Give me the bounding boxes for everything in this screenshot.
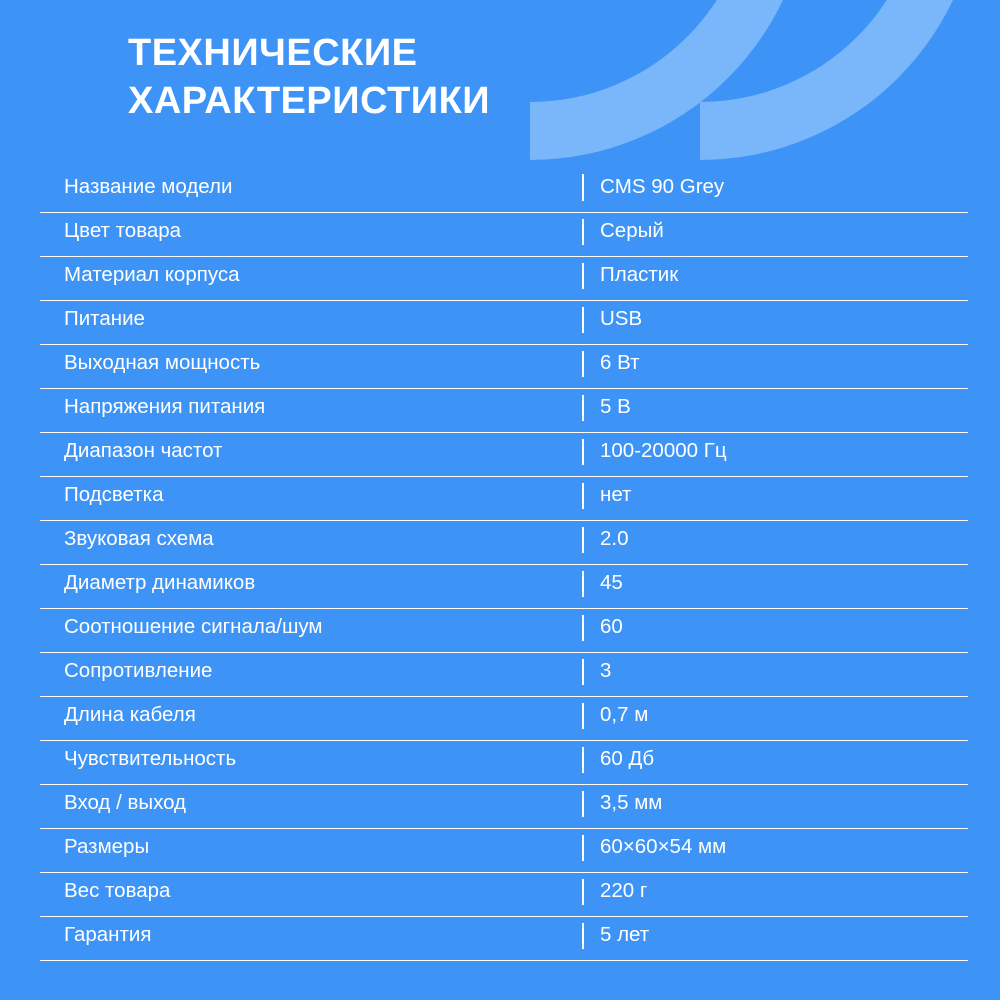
- spec-value: 3,5 мм: [582, 784, 968, 828]
- table-row: [40, 344, 968, 388]
- table-row: [40, 168, 968, 212]
- spec-value: CMS 90 Grey: [582, 168, 968, 212]
- spec-name: Длина кабеля: [40, 696, 582, 740]
- spec-name: Звуковая схема: [40, 520, 582, 564]
- spec-value: Пластик: [582, 256, 968, 300]
- table-row: [40, 696, 968, 740]
- table-row: [40, 872, 968, 916]
- spec-value: 0,7 м: [582, 696, 968, 740]
- spec-name: Диаметр динамиков: [40, 564, 582, 608]
- spec-name: Вес товара: [40, 872, 582, 916]
- table-row: [40, 828, 968, 872]
- spec-value: 100-20000 Гц: [582, 432, 968, 476]
- spec-value: 3: [582, 652, 968, 696]
- spec-name: Подсветка: [40, 476, 582, 520]
- table-row: [40, 608, 968, 652]
- table-row: [40, 652, 968, 696]
- spec-name: Название модели: [40, 168, 582, 212]
- table-row: [40, 432, 968, 476]
- table-row: [40, 212, 968, 256]
- spec-value: 60: [582, 608, 968, 652]
- spec-name: Сопротивление: [40, 652, 582, 696]
- page-title-line-2: ХАРАКТЕРИСТИКИ: [128, 79, 491, 122]
- table-row: [40, 784, 968, 828]
- decorative-arc-right-icon: [700, 0, 980, 160]
- page-title: [128, 30, 688, 125]
- spec-value: 6 Вт: [582, 344, 968, 388]
- spec-name: Чувствительность: [40, 740, 582, 784]
- spec-value: USB: [582, 300, 968, 344]
- spec-name: Цвет товара: [40, 212, 582, 256]
- spec-name: Материал корпуса: [40, 256, 582, 300]
- spec-value: 2.0: [582, 520, 968, 564]
- spec-value: 220 г: [582, 872, 968, 916]
- spec-value: 45: [582, 564, 968, 608]
- page-title-line-1: ТЕХНИЧЕСКИЕ: [128, 32, 418, 74]
- spec-name: Диапазон частот: [40, 432, 582, 476]
- spec-value: 5 лет: [582, 916, 968, 960]
- spec-name: Питание: [40, 300, 582, 344]
- spec-name: Выходная мощность: [40, 344, 582, 388]
- specifications-table: [40, 168, 968, 961]
- spec-value: 60 Дб: [582, 740, 968, 784]
- table-row: [40, 740, 968, 784]
- table-row: [40, 916, 968, 960]
- spec-name: Гарантия: [40, 916, 582, 960]
- table-row: [40, 388, 968, 432]
- spec-value: нет: [582, 476, 968, 520]
- spec-name: Вход / выход: [40, 784, 582, 828]
- table-row: [40, 520, 968, 564]
- spec-name: Напряжения питания: [40, 388, 582, 432]
- table-row: [40, 300, 968, 344]
- table-row: [40, 256, 968, 300]
- spec-name: Соотношение сигнала/шум: [40, 608, 582, 652]
- spec-value: Серый: [582, 212, 968, 256]
- spec-value: 60×60×54 мм: [582, 828, 968, 872]
- spec-value: 5 В: [582, 388, 968, 432]
- spec-name: Размеры: [40, 828, 582, 872]
- table-row: [40, 564, 968, 608]
- table-row: [40, 476, 968, 520]
